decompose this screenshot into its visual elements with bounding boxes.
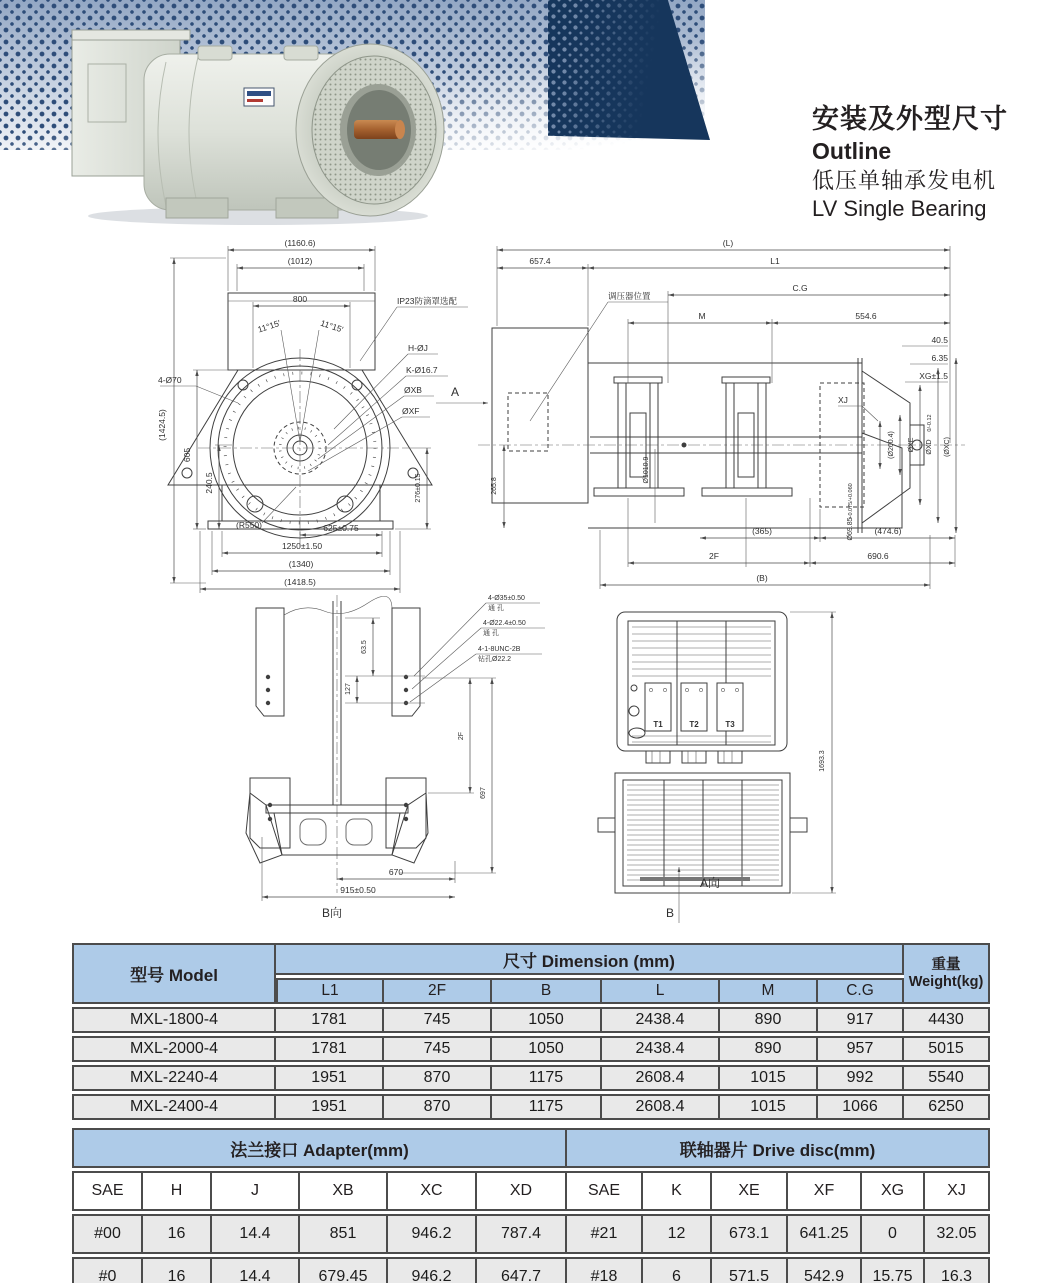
table-cell: 745	[384, 1036, 492, 1062]
dim-625: 625±0.75	[323, 523, 359, 533]
group-adapter-en: Adapter(mm)	[302, 1140, 409, 1160]
table-cell: 1050	[492, 1007, 602, 1033]
table-cell: 946.2	[388, 1257, 477, 1283]
label-4-070: 4-Ø70	[158, 375, 182, 385]
dim-474: (474.6)	[874, 526, 902, 536]
dim-1160: (1160.6)	[284, 238, 316, 248]
table-row	[72, 1065, 990, 1091]
dim-635: 6.35	[931, 353, 948, 363]
table-cell: 2608.4	[602, 1065, 720, 1091]
label-k-167: K-Ø16.7	[406, 365, 438, 375]
dim-69: Ø69.85	[847, 517, 854, 541]
table-row	[72, 1007, 990, 1033]
dim-127: 127	[345, 683, 352, 695]
table-cell: 890	[720, 1036, 818, 1062]
view-marker-b: B	[666, 906, 675, 920]
angle-right: 11°15′	[319, 317, 345, 335]
hole-note-1b: 通 孔	[488, 605, 504, 612]
dim-2f: 2F	[709, 551, 719, 561]
cell-model: MXL-2000-4	[72, 1036, 276, 1062]
terminal-t3: T3	[725, 720, 735, 729]
col-weight-en: Weight(kg)	[908, 973, 984, 990]
view-marker-a: A	[450, 385, 460, 399]
col-model-zh: 型号	[130, 966, 165, 985]
page-title-en: Outline	[812, 137, 892, 164]
table-cell: 14.4	[212, 1257, 300, 1283]
col-l: L	[602, 978, 720, 1004]
drive-end-grille	[296, 44, 444, 216]
table-cell: 16	[143, 1257, 212, 1283]
page-subtitle-en: LV Single Bearing	[812, 195, 987, 221]
generator-photo	[48, 2, 452, 232]
table-cell: 0	[862, 1214, 925, 1254]
dim-oxe: ØXE	[908, 437, 915, 453]
table-cell: 673.1	[712, 1214, 788, 1254]
hole-note-2: 4-Ø22.4±0.50	[483, 620, 526, 627]
table-cell: 1066	[818, 1094, 904, 1120]
group-drive-disc-en: Drive disc(mm)	[752, 1140, 876, 1160]
col-xj: XJ	[925, 1171, 990, 1211]
table-cell: 787.4	[477, 1214, 567, 1254]
terminal-t2: T2	[689, 720, 699, 729]
dim-240: 240.5	[204, 472, 214, 494]
table-cell: 745	[384, 1007, 492, 1033]
table-cell: 5540	[904, 1065, 990, 1091]
table-row	[72, 1036, 990, 1062]
table-cell: 1781	[276, 1036, 384, 1062]
table-cell: 5015	[904, 1036, 990, 1062]
table-row	[72, 1214, 990, 1254]
table-cell: 851	[300, 1214, 388, 1254]
table-cell: 16	[143, 1214, 212, 1254]
cell-model: MXL-2400-4	[72, 1094, 276, 1120]
dim-69-tol: +0.075/+0.060	[848, 483, 854, 519]
technical-drawings	[0, 233, 1055, 935]
table-cell: 1175	[492, 1094, 602, 1120]
table-cell: 870	[384, 1094, 492, 1120]
dim-1010: Ø1010.9	[643, 456, 650, 484]
dim-800: 800	[292, 294, 308, 304]
dim-260: (Ø260.4)	[888, 431, 895, 459]
col-xb: XB	[300, 1171, 388, 1211]
dim-L: (L)	[722, 238, 734, 248]
table-cell: 1015	[720, 1094, 818, 1120]
table-cell: 890	[720, 1007, 818, 1033]
table-cell: 2438.4	[602, 1007, 720, 1033]
dim-276: 276±0.15	[415, 473, 422, 503]
label-oxf: ØXF	[402, 406, 420, 416]
label-regulator: 调压器位置	[608, 291, 651, 301]
nameplate	[244, 88, 274, 106]
col-dim-zh: 尺寸	[503, 951, 538, 971]
col-j: J	[212, 1171, 300, 1211]
table-cell: 1951	[276, 1094, 384, 1120]
col-header-dimension	[276, 943, 904, 975]
dim-oxd: ØXD	[926, 439, 933, 455]
dim-657: 657.4	[529, 256, 551, 266]
angle-left: 11°15′	[256, 317, 282, 335]
dim-2f-bottom: 2F	[458, 731, 465, 741]
dim-oxc: (ØXC)	[944, 437, 951, 457]
col-b: B	[492, 978, 602, 1004]
label-r550: (R550)	[236, 520, 262, 530]
col-k: K	[643, 1171, 712, 1211]
table-cell: 571.5	[712, 1257, 788, 1283]
col-sae-1: SAE	[72, 1171, 143, 1211]
table-cell: 14.4	[212, 1214, 300, 1254]
col-m: M	[720, 978, 818, 1004]
table-row	[72, 1257, 990, 1283]
dim-605: 605	[182, 447, 192, 463]
dim-1418: (1418.5)	[284, 577, 316, 587]
cell-model: MXL-1800-4	[72, 1007, 276, 1033]
col-header-weight	[904, 943, 990, 1004]
col-dim-en: Dimension (mm)	[541, 951, 675, 971]
col-xg: XG	[862, 1171, 925, 1211]
group-header-adapter	[72, 1128, 567, 1168]
table-cell: 1050	[492, 1036, 602, 1062]
col-xf: XF	[788, 1171, 862, 1211]
group-drive-disc-zh: 联轴器片	[679, 1140, 748, 1160]
dim-1012: (1012)	[287, 256, 313, 266]
table-cell: #00	[72, 1214, 143, 1254]
dim-915: 915±0.50	[340, 885, 376, 895]
col-xd: XD	[477, 1171, 567, 1211]
top-view-drawing	[598, 612, 836, 923]
table-cell: 2608.4	[602, 1094, 720, 1120]
label-ip23: IP23防滴罩选配	[397, 296, 457, 306]
table-cell: 32.05	[925, 1214, 990, 1254]
table-cell: 641.25	[788, 1214, 862, 1254]
dim-B: (B)	[756, 573, 768, 583]
table-cell: #0	[72, 1257, 143, 1283]
dim-63: 63.5	[361, 640, 368, 654]
table-cell: 6	[643, 1257, 712, 1283]
table-cell: 946.2	[388, 1214, 477, 1254]
table-cell: 1015	[720, 1065, 818, 1091]
front-view-drawing	[157, 238, 468, 593]
shaft	[354, 120, 400, 139]
table-cell: 1175	[492, 1065, 602, 1091]
group-adapter-zh: 法兰接口	[230, 1140, 299, 1160]
col-model-en: Model	[168, 966, 218, 985]
table-cell: 542.9	[788, 1257, 862, 1283]
col-2f: 2F	[384, 978, 492, 1004]
dim-1250: 1250±1.50	[281, 541, 323, 551]
dim-xg: XG±1.5	[919, 371, 948, 381]
hole-note-3b: 钻孔Ø22.2	[478, 656, 512, 663]
terminal-t1: T1	[653, 720, 663, 729]
dim-1340: (1340)	[288, 559, 314, 569]
table-cell: 1951	[276, 1065, 384, 1091]
dim-M: M	[698, 311, 706, 321]
dim-365: (365)	[752, 526, 772, 536]
table-cell: 12	[643, 1214, 712, 1254]
table-cell: 15.75	[862, 1257, 925, 1283]
dim-554: 554.6	[855, 311, 877, 321]
dim-697: 697	[480, 787, 487, 799]
hole-note-3: 4-1-8UNC-2B	[478, 646, 521, 653]
col-cg: C.G	[818, 978, 904, 1004]
dimension-table	[72, 940, 990, 1123]
table-cell: 6250	[904, 1094, 990, 1120]
dim-1424: (1424.5)	[157, 409, 167, 441]
table-cell: 2438.4	[602, 1036, 720, 1062]
table-cell: 957	[818, 1036, 904, 1062]
hole-note-1: 4-Ø35±0.50	[488, 595, 525, 602]
dim-690: 690.6	[867, 551, 889, 561]
dim-oxd-tol: 0/-0.12	[927, 414, 933, 432]
bottom-view-drawing	[246, 595, 545, 920]
view-label-a: A向	[700, 876, 721, 890]
col-h: H	[143, 1171, 212, 1211]
col-weight-zh: 重量	[931, 956, 961, 973]
table-cell: #21	[567, 1214, 643, 1254]
table-cell: 16.3	[925, 1257, 990, 1283]
col-xe: XE	[712, 1171, 788, 1211]
table-cell: 1781	[276, 1007, 384, 1033]
label-h-oj: H-ØJ	[408, 343, 428, 353]
col-l1: L1	[276, 978, 384, 1004]
table-cell: #18	[567, 1257, 643, 1283]
dim-L1: L1	[770, 256, 780, 266]
col-sae-2: SAE	[567, 1171, 643, 1211]
table-cell: 4430	[904, 1007, 990, 1033]
dim-265: 265.8	[491, 477, 498, 495]
title-block	[812, 104, 1008, 222]
table-cell: 917	[818, 1007, 904, 1033]
hole-note-2b: 通 孔	[483, 630, 499, 637]
dim-405: 40.5	[931, 335, 948, 345]
adapter-drive-disc-table	[72, 1125, 990, 1283]
page-subtitle-zh: 低压单轴承发电机	[812, 167, 997, 193]
table-cell: 647.7	[477, 1257, 567, 1283]
dim-670: 670	[388, 867, 404, 877]
group-header-drive-disc	[567, 1128, 990, 1168]
col-header-model	[72, 943, 276, 1004]
side-view-drawing	[436, 238, 965, 589]
cell-model: MXL-2240-4	[72, 1065, 276, 1091]
dim-xj: XJ	[838, 395, 848, 405]
table-cell: 992	[818, 1065, 904, 1091]
col-xc: XC	[388, 1171, 477, 1211]
dim-CG: C.G	[792, 283, 808, 293]
table-row	[72, 1094, 990, 1120]
table-cell: 870	[384, 1065, 492, 1091]
table-cell: 679.45	[300, 1257, 388, 1283]
dim-1693: 1693.3	[819, 750, 826, 772]
page-title-zh: 安装及外型尺寸	[812, 104, 1008, 134]
view-label-b: B向	[322, 906, 343, 920]
label-oxb: ØXB	[404, 385, 422, 395]
